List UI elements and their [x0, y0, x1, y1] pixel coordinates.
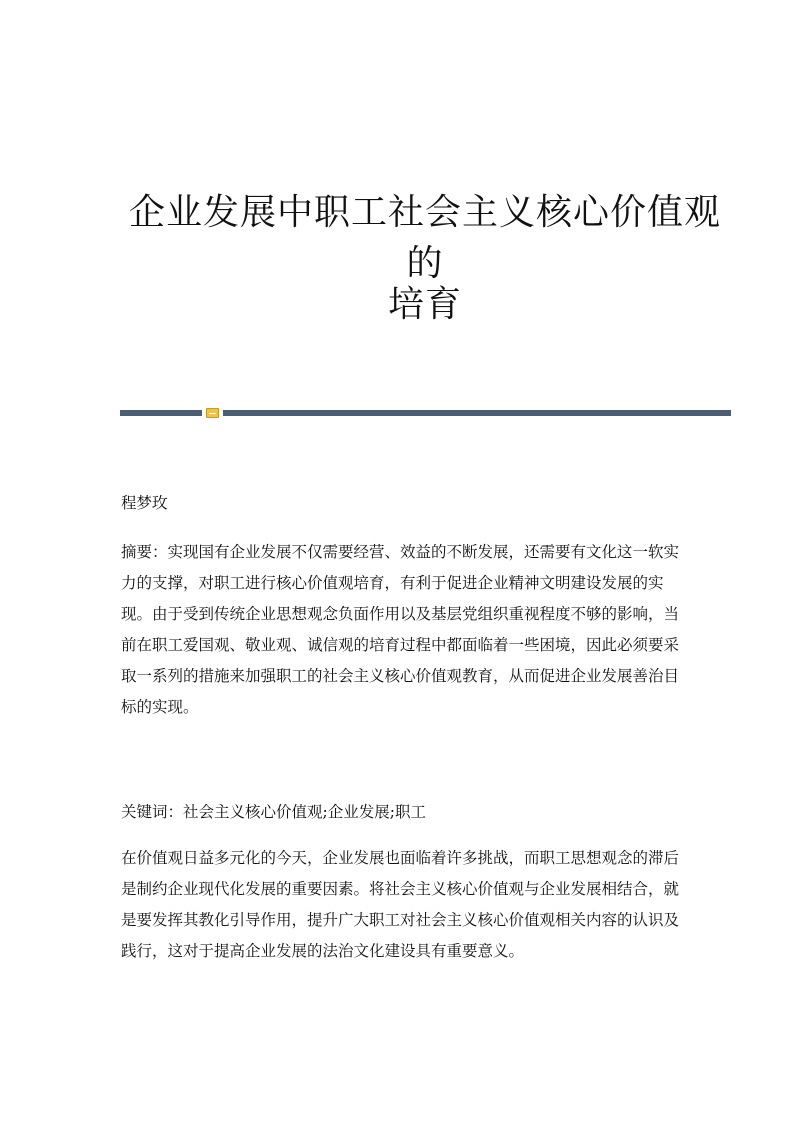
divider-badge-icon — [206, 408, 219, 418]
keywords-line: 关键词：社会主义核心价值观;企业发展;职工 — [121, 803, 426, 821]
document-title-line-2: 培育 — [387, 284, 462, 325]
body-paragraph: 在价值观日益多元化的今天，企业发展也面临着许多挑战，而职工思想观念的滞后是制约企业现代化发展的重要因素。将社会主义核心价值观与企业发展相结合，就是要发挥其教化引导作用，提升广大职工对社会主义核心价值观相关内容的认识及践行，这对于提高企业发展的法治文化建设具有重要意义。 — [121, 849, 680, 960]
divider-bar-left — [120, 410, 202, 416]
author-name: 程梦玫 — [121, 494, 168, 512]
divider-bar-right — [223, 410, 731, 416]
document-title-line-1: 企业发展中职工社会主义核心价值观的 — [128, 192, 721, 284]
abstract-paragraph: 摘要：实现国有企业发展不仅需要经营、效益的不断发展，还需要有文化这一软实力的支撑，对职工进行核心价值观培育，有利于促进企业精神文明建设发展的实现。由于受到传统企业思想观念负面作用以及基层党组织重视程度不够的影响，当前在职工爱国观、敬业观、诚信观的培育过程中都面临着一些困境，因此必须要采取一系列的措施来加强职工的社会主义核心价值观教育，从而促进企业发展善治目标的实现。 — [121, 543, 680, 716]
title-divider — [120, 408, 731, 418]
